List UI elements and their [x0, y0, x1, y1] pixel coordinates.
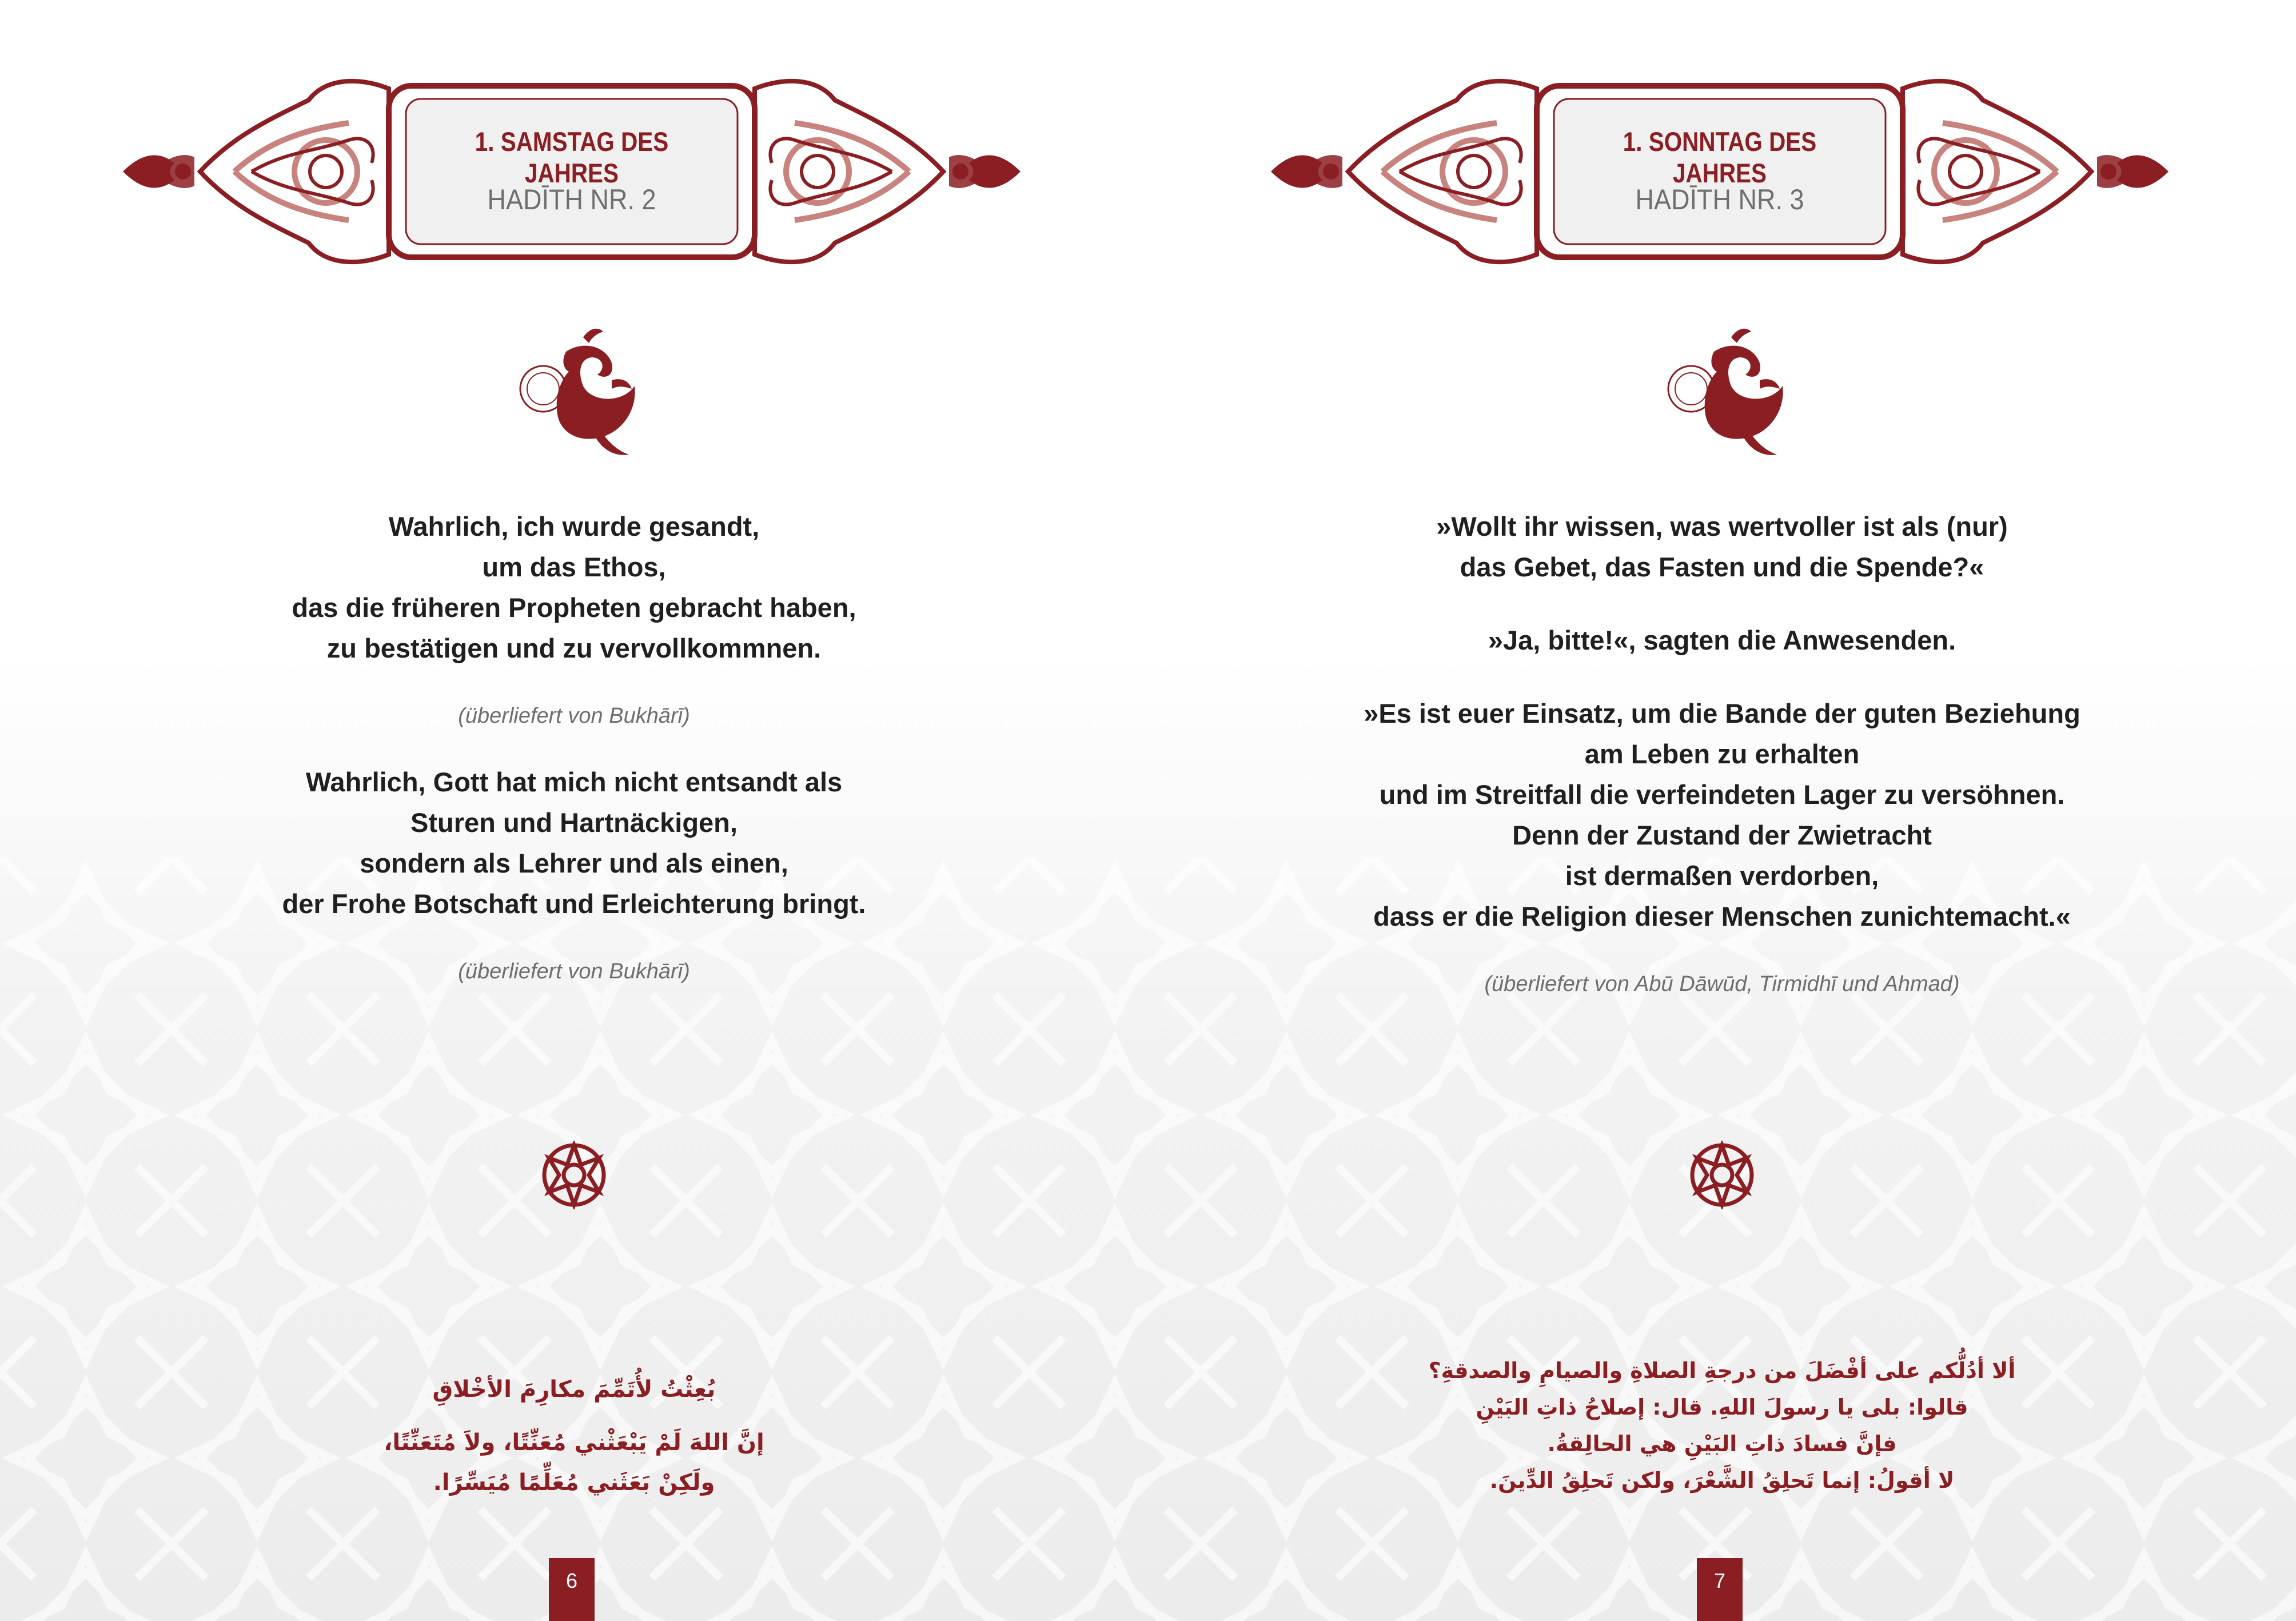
- arabic-line: ولَكِنْ بَعَثَني مُعَلِّمًا مُيَسِّرًا.: [433, 1469, 715, 1496]
- text-line: das die früheren Propheten gebracht haben,: [292, 592, 856, 623]
- arabic-text: [172, 1367, 976, 1503]
- header-title: 1. SAMSTAG DES JAHRES: [475, 126, 669, 188]
- header-subtitle: HADĪTH NR. 2: [487, 184, 656, 216]
- hadith-source: (überliefert von Abū Dāwūd, Tirmidhī und Ahmad): [1484, 972, 1960, 996]
- arabic-line: لا أقولُ: إنما تَحلِقُ الشَّعْرَ، ولكن تَحلِقُ الدِّينَ.: [1489, 1468, 1955, 1493]
- text-line: zu bestätigen und zu vervollkommnen.: [326, 633, 822, 663]
- hadith-header-frame: [120, 66, 1023, 277]
- arabic-line: فإنَّ فسادَ ذاتِ البَيْنِ هي الحالِقةُ.: [1547, 1431, 1897, 1456]
- calligraphy-muhammad-icon: [497, 317, 646, 460]
- page-number: 7: [1697, 1558, 1743, 1621]
- text-line: »Es ist euer Einsatz, um die Bande der guten Beziehung: [1364, 698, 2080, 728]
- text-line: das Gebet, das Fasten und die Spende?«: [1460, 552, 1984, 582]
- text-line: der Frohe Botschaft und Erleichterung bringt.: [282, 889, 866, 919]
- hadith-paragraph: [1320, 620, 2124, 660]
- text-line: Wahrlich, ich wurde gesandt,: [388, 511, 760, 541]
- rosette-ornament-icon: [1688, 1141, 1756, 1209]
- hadith-text: [172, 506, 976, 986]
- hadith-text: [1320, 506, 2124, 998]
- arabic-text: [1320, 1352, 2124, 1499]
- text-line: und im Streitfall die verfeindeten Lager zu versöhnen.: [1379, 779, 2065, 810]
- hadith-header-frame: [1268, 66, 2171, 277]
- text-line: am Leben zu erhalten: [1584, 739, 1860, 769]
- header-subtitle: HADĪTH NR. 3: [1635, 184, 1804, 216]
- text-line: »Ja, bitte!«, sagten die Anwesenden.: [1488, 625, 1956, 655]
- rosette-ornament-icon: [540, 1141, 608, 1209]
- header-title: 1. SONNTAG DES JAHRES: [1623, 126, 1817, 188]
- text-line: Wahrlich, Gott hat mich nicht entsandt als: [305, 767, 843, 797]
- arabic-line: إنَّ اللهَ لَمْ يَبْعَثْني مُعَنِّتًا، ولاَ مُتَعَنِّتًا،: [384, 1429, 764, 1456]
- hadith-paragraph: [1320, 693, 2124, 937]
- text-line: »Wollt ihr wissen, was wertvoller ist als (nur): [1436, 511, 2008, 541]
- page-number: 6: [549, 1558, 595, 1621]
- arabic-line: ألا أدُلُّكم على أفْضَلَ من درجةِ الصلاةِ والصيامِ والصدقةِ؟: [1428, 1358, 2016, 1383]
- hadith-paragraph: [172, 762, 976, 924]
- hadith-paragraph: [172, 506, 976, 668]
- hadith-source: (überliefert von Bukhārī): [458, 704, 690, 728]
- hadith-source: (überliefert von Bukhārī): [458, 959, 690, 983]
- hadith-paragraph: [1320, 506, 2124, 587]
- text-line: Denn der Zustand der Zwietracht: [1512, 820, 1932, 850]
- calligraphy-muhammad-icon: [1645, 317, 1794, 460]
- text-line: ist dermaßen verdorben,: [1565, 861, 1879, 891]
- arabic-line: بُعِثْتُ لأُتَمِّمَ مكارِمَ الأخْلاقِ: [432, 1376, 716, 1403]
- text-line: um das Ethos,: [482, 552, 666, 582]
- text-line: dass er die Religion dieser Menschen zunichtemacht.«: [1373, 901, 2071, 931]
- text-line: sondern als Lehrer und als einen,: [360, 848, 788, 878]
- text-line: Sturen und Hartnäckigen,: [410, 807, 738, 838]
- right-page: [1148, 0, 2296, 1621]
- arabic-line: قالوا: بلى يا رسولَ اللهِ. قال: إصلاحُ ذاتِ البَيْنِ: [1476, 1395, 1968, 1420]
